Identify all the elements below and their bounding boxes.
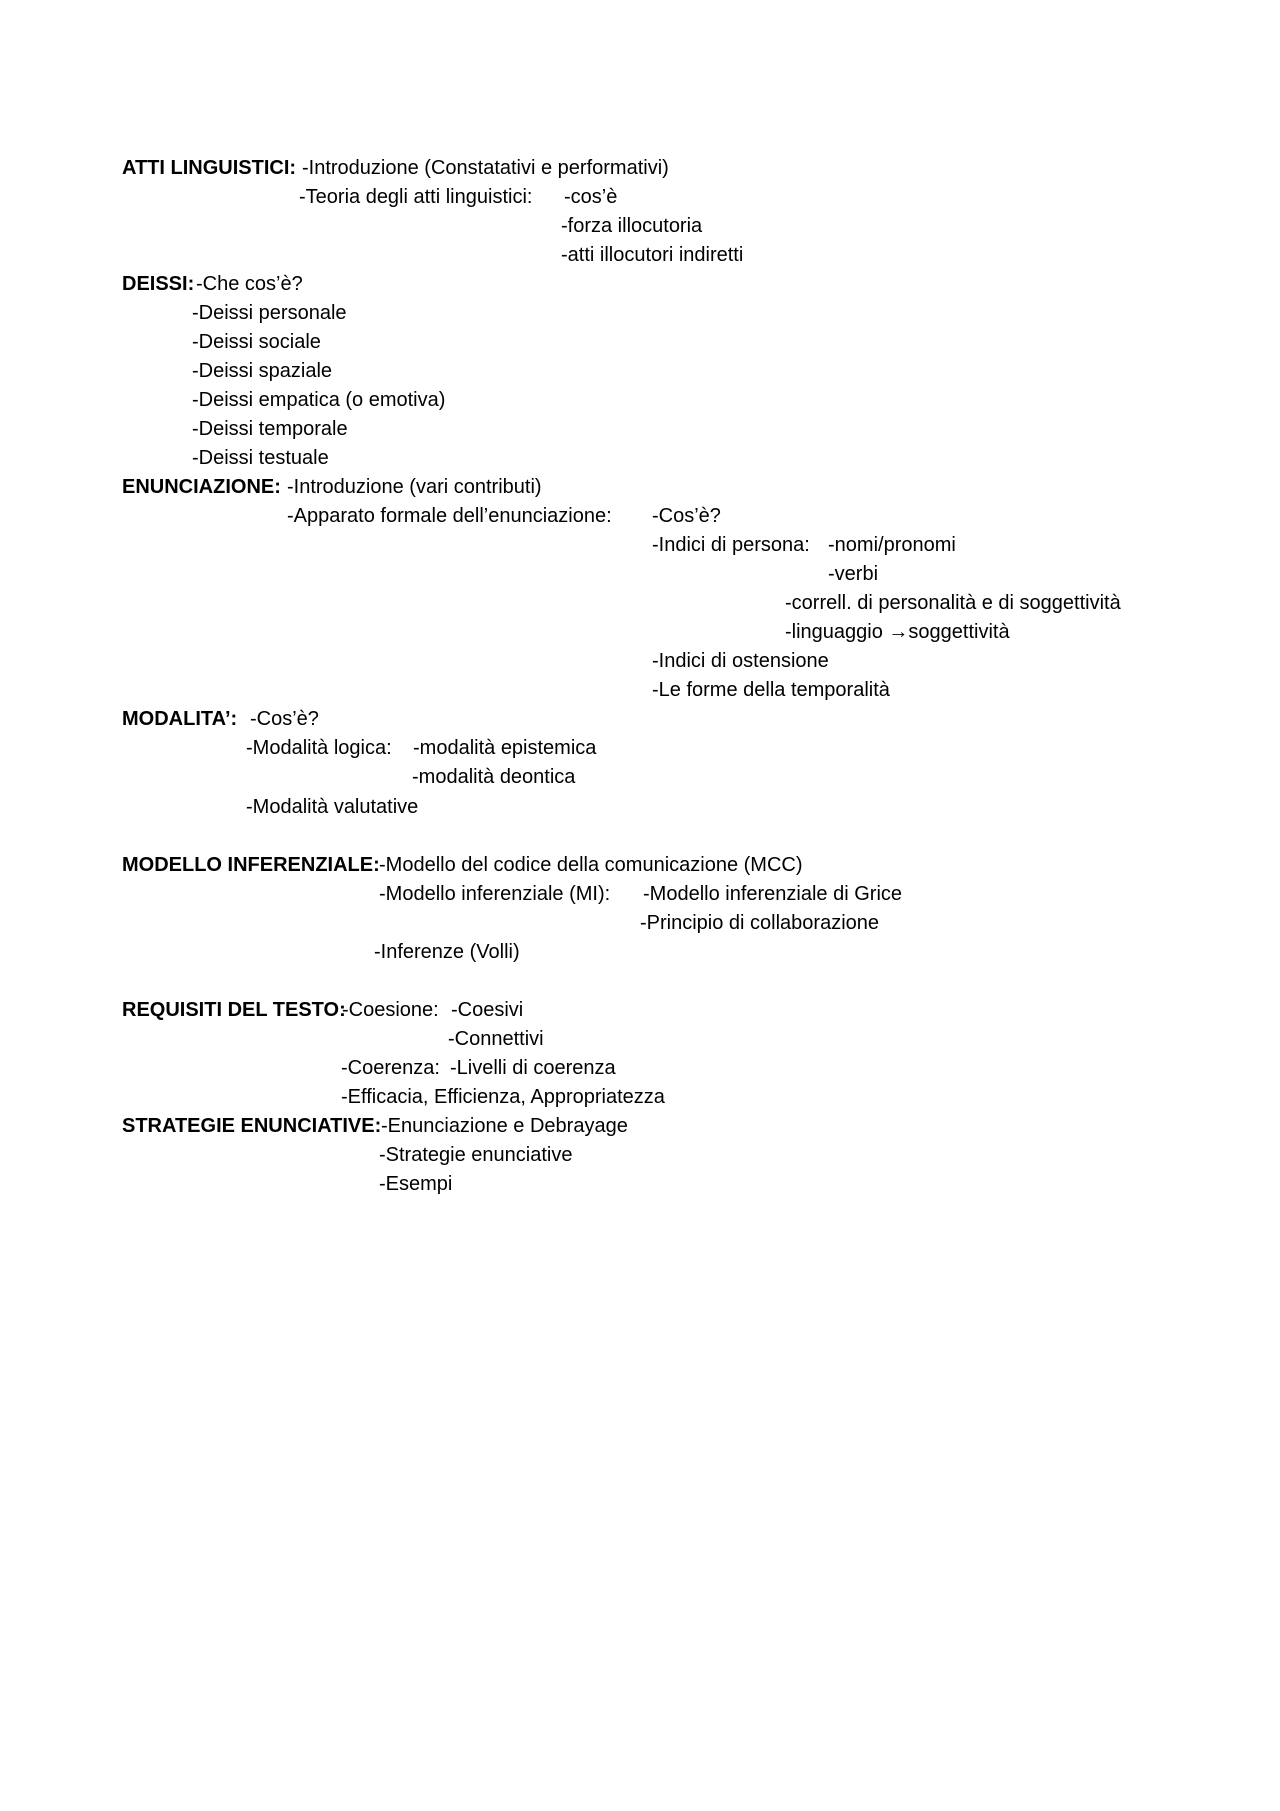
outline-item: -Cos’è? <box>250 708 319 730</box>
outline-item: -Cos’è? <box>652 505 721 527</box>
outline-item: -Deissi spaziale <box>192 360 333 382</box>
outline-item: -Modello inferenziale di Grice <box>643 883 903 905</box>
outline-item: -Modalità logica: <box>246 737 392 759</box>
outline-item: -Strategie enunciative <box>379 1144 573 1166</box>
outline-item: -modalità epistemica <box>413 737 597 759</box>
outline-item: -cos’è <box>564 186 618 208</box>
section-heading-enunciazione: ENUNCIAZIONE: <box>122 476 281 498</box>
outline-item: -Indici di persona: <box>652 534 810 556</box>
section-heading-strategie-enunciative: STRATEGIE ENUNCIATIVE: <box>122 1115 382 1137</box>
outline-item: -linguaggio →soggettività <box>785 621 1010 643</box>
outline-item: -Teoria degli atti linguistici: <box>299 186 533 208</box>
outline-item: -verbi <box>828 563 879 585</box>
outline-item: -correll. di personalità e di soggettività <box>785 592 1121 614</box>
outline-item: -Connettivi <box>448 1028 544 1050</box>
outline-item: -Modello inferenziale (MI): <box>379 883 611 905</box>
outline-item: -Introduzione (vari contributi) <box>287 476 542 498</box>
outline-item: -atti illocutori indiretti <box>561 244 744 266</box>
outline-item: -Efficacia, Efficienza, Appropriatezza <box>341 1086 665 1108</box>
section-heading-modello-inferenziale: MODELLO INFERENZIALE: <box>122 854 380 876</box>
outline-item: -Coesione: <box>342 999 439 1021</box>
outline-item: -forza illocutoria <box>561 215 703 237</box>
outline-item: -Principio di collaborazione <box>640 912 880 934</box>
section-heading-modalita: MODALITA’: <box>122 708 238 730</box>
section-heading-requisiti-del-testo: REQUISITI DEL TESTO: <box>122 999 346 1021</box>
outline-item: -Deissi temporale <box>192 418 348 440</box>
outline-item: -Deissi personale <box>192 302 347 324</box>
outline-item: -Inferenze (Volli) <box>374 941 520 963</box>
outline-item: -Le forme della temporalità <box>652 679 890 701</box>
outline-item: -Deissi testuale <box>192 447 329 469</box>
outline-item: -nomi/pronomi <box>828 534 956 556</box>
outline-item: -Modalità valutative <box>246 796 419 818</box>
outline-item: -Coesivi <box>451 999 524 1021</box>
outline-item: -Deissi empatica (o emotiva) <box>192 389 446 411</box>
outline-item: -Indici di ostensione <box>652 650 829 672</box>
outline-item: -Che cos’è? <box>196 273 303 295</box>
section-heading-atti-linguistici: ATTI LINGUISTICI: <box>122 157 297 179</box>
outline-item: -Introduzione (Constatativi e performativi) <box>302 157 669 179</box>
outline-item: -Esempi <box>379 1173 453 1195</box>
outline-item: -Livelli di coerenza <box>450 1057 616 1079</box>
outline-item: -Coerenza: <box>341 1057 440 1079</box>
section-heading-deissi: DEISSI: <box>122 273 195 295</box>
outline-item: -modalità deontica <box>412 766 576 788</box>
outline-item: -Enunciazione e Debrayage <box>381 1115 628 1137</box>
outline-item: -Apparato formale dell’enunciazione: <box>287 505 612 527</box>
outline-item: -Deissi sociale <box>192 331 321 353</box>
outline-item: -Modello del codice della comunicazione (MCC) <box>379 854 803 876</box>
